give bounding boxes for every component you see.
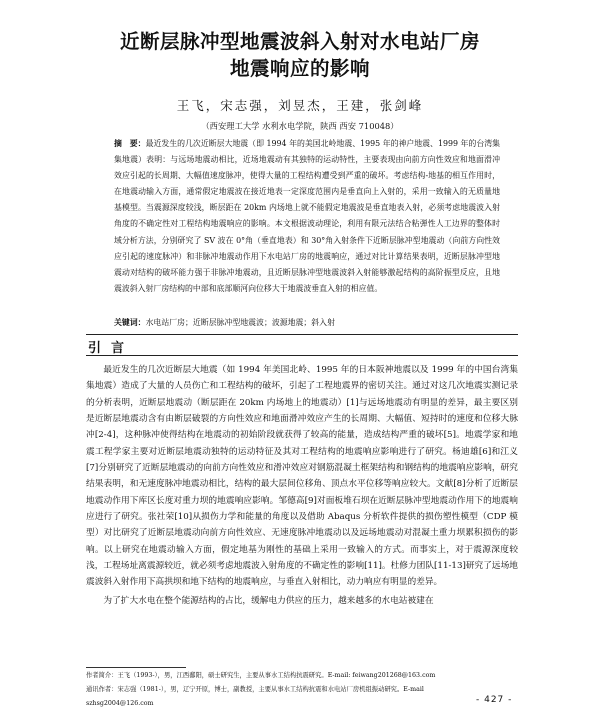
title-line-1: 近断层脉冲型地震波斜入射对水电站厂房 — [119, 30, 480, 53]
affiliation: （西安理工大学 水利水电学院，陕西 西安 710048） — [201, 121, 399, 131]
author-list: 王飞，宋志强，刘昱杰，王建，张剑峰 — [176, 98, 424, 113]
body-paragraph-2: 为了扩大水电在整个能源结构的占比，缓解电力供应的压力，越来越多的水电站被建在 — [103, 595, 434, 606]
keywords-text: 水电站厂房；近断层脉冲型地震波；波源地震；斜入射 — [145, 318, 335, 327]
footnotes — [86, 669, 518, 697]
keywords — [114, 316, 500, 330]
abstract — [114, 136, 500, 297]
title-line-2: 地震响应的影响 — [229, 57, 370, 80]
footnote-author-2: 通讯作者：宋志强（1981-），男，辽宁开原，博士，副教授，主要从事水工结构抗震和水电站厂房机组振动研究。E-mail — [86, 686, 424, 693]
section-divider-bottom — [86, 355, 518, 356]
section-heading-intro: 引言 — [88, 341, 135, 356]
abstract-text: 最近发生的几次近断层大地震（即 1994 年的美国北岭地震、1995 年的神户地震、1999 年的台湾集集地震）表明：与远场地震动相比，近场地震动有其独特的运动特性，主要表现由向前方向性效应和地面滑冲效应引起的长周期、大幅值速度脉冲，使得大量的工程结构遭受到严重的破坏。考虑结构-地基的相互作用时，在地震动输入方面，通常假定地震波在接近地表一定深度范围内是垂直向上入射的，采用一致输入的无质量地基模型。当震源深度较浅，断层距在 20km 内场地上就不能假定地震波是垂直地表入射，必须考虑地震波入射角度的不确定性对工程结构地震响应的影响。本文根据波动理论，利用有限元法结合粘弹性人工边界的整体时域分析方法，分别研究了 SV 波在 0°角（垂直地表）和 30°角入射条件下近断层脉冲型地震动（向前方向性效应引起的速度脉冲）和非脉冲地震动作用下水电站厂房的地震响应，通过对比计算结果表明，近断层脉冲型地震动对结构的破坏能力强于非脉冲地震动，且近断层脉冲型地震波斜入射能够激起结构的高阶振型反应，且地震波斜入射厂房结构的中部和底部顺河向位移大于地震波垂直入射的相应值。 — [114, 139, 500, 293]
abstract-label: 摘 要： — [114, 139, 146, 148]
keywords-label: 关键词： — [114, 318, 146, 327]
body-paragraph-1: 最近发生的几次近断层大地震（如 1994 年美国北岭、1995 年的日本阪神地震以及 1999 年的中国台湾集集地震）造成了大量的人员伤亡和工程结构的破坏，引起了工程地震界的密切关注。通过对这几次地震实测记录的分析表明，近断层地震动（断层距在 20km 内场地上的地震动）[1]与远场地震动有明显的差异，最主要区别是近断层地震动含有由断层破裂的方向性效应和地面滑冲效应产生的长周期、大幅值、短持时的速度和位移大脉冲[2-4]，这种脉冲使得结构在地震动的初始阶段就获得了较高的能量，造成结构严重的破坏[5]。地震学家和地震工程学家主要对近断层地震动独特的运动特征及其对工程结构的地震响应影响进行了研究。杨迪雄[6]和江义[7]分别研究了近断层地震动的向前方向性效应和滑冲效应对钢筋混凝土框架结构和钢结构的地震响应影响，研究结果表明，和无速度脉冲地震动相比，结构的最大层间位移角、顶点水平位移等响应较大。文献[8]分析了近断层地震动作用下库区长度对重力坝的地震响应影响。邹德高[9]对面板堆石坝在近断层脉冲型地震动作用下的地震响应进行了研究。张社荣[10]从损伤力学和能量的角度以及借助 Abaqus 分析软件提供的损伤塑性模型（CDP 模型）对比研究了近断层地震动向前方向性效应、无速度脉冲地震动以及远场地震动对混凝土重力坝累积损伤的影响。以上研究在地震动输入方面，假定地基为刚性的基础上采用一致输入的方式。而事实上，对于震源深度较浅，工程场址离震源较近，就必须考虑地震波入射角度的不确定性的影响[11]。杜修力团队[11-13]研究了远场地震波斜入射作用下高拱坝和地下结构的地震响应，与垂直入射相比，动力响应有明显的差异。 — [86, 365, 518, 588]
footnote-author-1: 作者简介：王飞（1993-），男，江西鄱阳，硕士研究生，主要从事水工结构抗震研究。E-mail: feiwang201268@163.com — [86, 672, 436, 679]
section-divider-top — [86, 334, 518, 335]
footnote-divider — [86, 667, 186, 668]
footnote-email-tail: szhsg2004@126.com — [86, 700, 154, 707]
page-number: - 427 - — [476, 695, 513, 705]
body-text — [86, 362, 518, 609]
paper-title — [40, 28, 560, 82]
